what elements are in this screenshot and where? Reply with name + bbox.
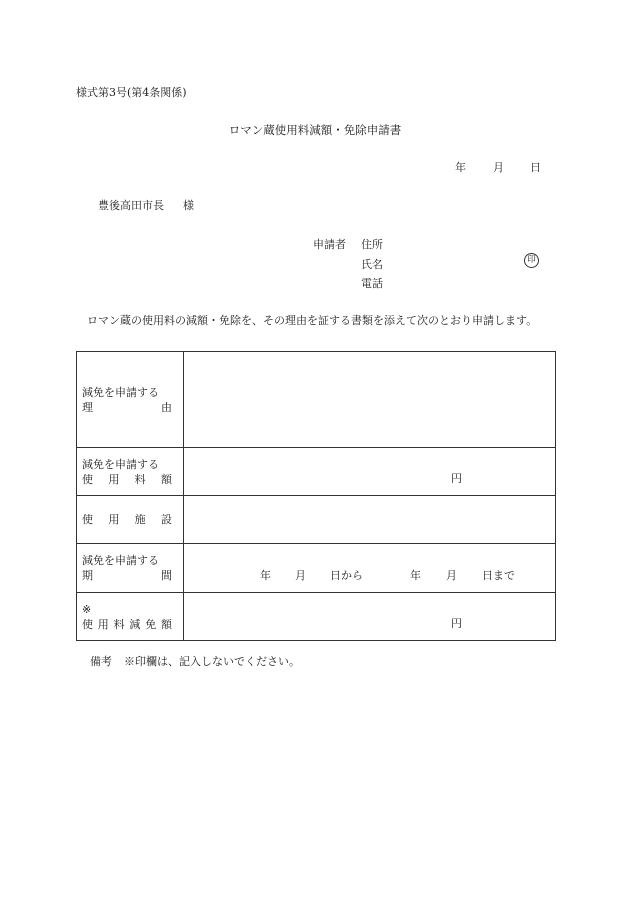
- period-label-cell: [77, 544, 184, 593]
- start-year-label: 年: [260, 569, 271, 582]
- yen-unit: 円: [451, 472, 462, 485]
- end-day-label: 日まで: [482, 569, 515, 582]
- label-char: 理: [82, 400, 93, 414]
- fee-label-line1: 減免を申請する: [82, 457, 159, 471]
- label-char: 由: [161, 400, 172, 414]
- period-label-line2: [82, 568, 172, 583]
- remarks-text: ※印欄は、記入しないでください。: [124, 655, 300, 668]
- reason-label-line1: 減免を申請する: [82, 385, 159, 399]
- label-char: 用: [108, 513, 120, 526]
- label-char: 額: [160, 617, 172, 631]
- address-field-label: 住所: [361, 238, 383, 251]
- reason-input-cell[interactable]: [184, 352, 556, 448]
- facility-label-cell: [77, 496, 184, 544]
- date-day-label: 日: [530, 161, 541, 174]
- phone-field-label: 電話: [361, 277, 383, 290]
- end-year-label: 年: [410, 569, 421, 582]
- label-char: 使: [82, 617, 93, 631]
- reason-label-cell: [77, 352, 184, 448]
- document-title: ロマン蔵使用料減額・免除申請書: [228, 123, 402, 137]
- end-month-label: 月: [446, 569, 457, 582]
- reason-row: [77, 352, 556, 448]
- period-row: [77, 544, 556, 593]
- intro-paragraph: ロマン蔵の使用料の減額・免除を、その理由を証する書類を添えて次のとおり申請します。: [87, 314, 538, 327]
- label-char: 設: [160, 513, 172, 526]
- facility-label: [82, 512, 172, 527]
- facility-row: [77, 496, 556, 544]
- fee-label-cell: [77, 448, 184, 496]
- date-year-label: 年: [455, 161, 466, 174]
- application-table: [76, 351, 556, 641]
- name-field-label: 氏名: [361, 258, 383, 271]
- date-month-label: 月: [493, 161, 504, 174]
- reduction-label-line2: [82, 617, 172, 632]
- label-char: 料: [134, 472, 146, 486]
- remarks-label: 備考: [90, 655, 112, 668]
- label-char: 額: [160, 472, 172, 486]
- addressee-honorific: 様: [183, 199, 194, 212]
- label-char: 免: [145, 617, 157, 631]
- seal-mark: 印: [524, 253, 539, 268]
- addressee-name: 豊後高田市長: [98, 199, 164, 212]
- label-char: 間: [161, 569, 172, 582]
- period-label-line1: 減免を申請する: [82, 554, 159, 567]
- form-number-label: 様式第3号(第4条関係): [76, 86, 187, 99]
- label-char: 用: [97, 617, 109, 631]
- start-month-label: 月: [295, 569, 306, 582]
- label-char: 施: [134, 513, 146, 526]
- facility-input-cell[interactable]: [184, 496, 556, 544]
- reduction-row: [77, 593, 556, 641]
- office-use-mark: ※: [82, 602, 92, 616]
- label-char: 料: [113, 617, 125, 631]
- period-input-cell[interactable]: [184, 544, 556, 593]
- label-char: 使: [82, 472, 93, 486]
- reduction-input-cell: [184, 593, 556, 641]
- fee-row: [77, 448, 556, 496]
- fee-label-line2: [82, 472, 172, 487]
- applicant-label: 申請者: [313, 238, 346, 251]
- yen-unit: 円: [451, 617, 462, 630]
- reason-label-line2: [82, 400, 172, 415]
- label-char: 用: [108, 472, 120, 486]
- reduction-label-cell: [77, 593, 184, 641]
- fee-input-cell[interactable]: [184, 448, 556, 496]
- label-char: 使: [82, 513, 93, 526]
- start-day-label: 日から: [330, 569, 363, 582]
- label-char: 減: [129, 617, 141, 631]
- label-char: 期: [82, 569, 93, 582]
